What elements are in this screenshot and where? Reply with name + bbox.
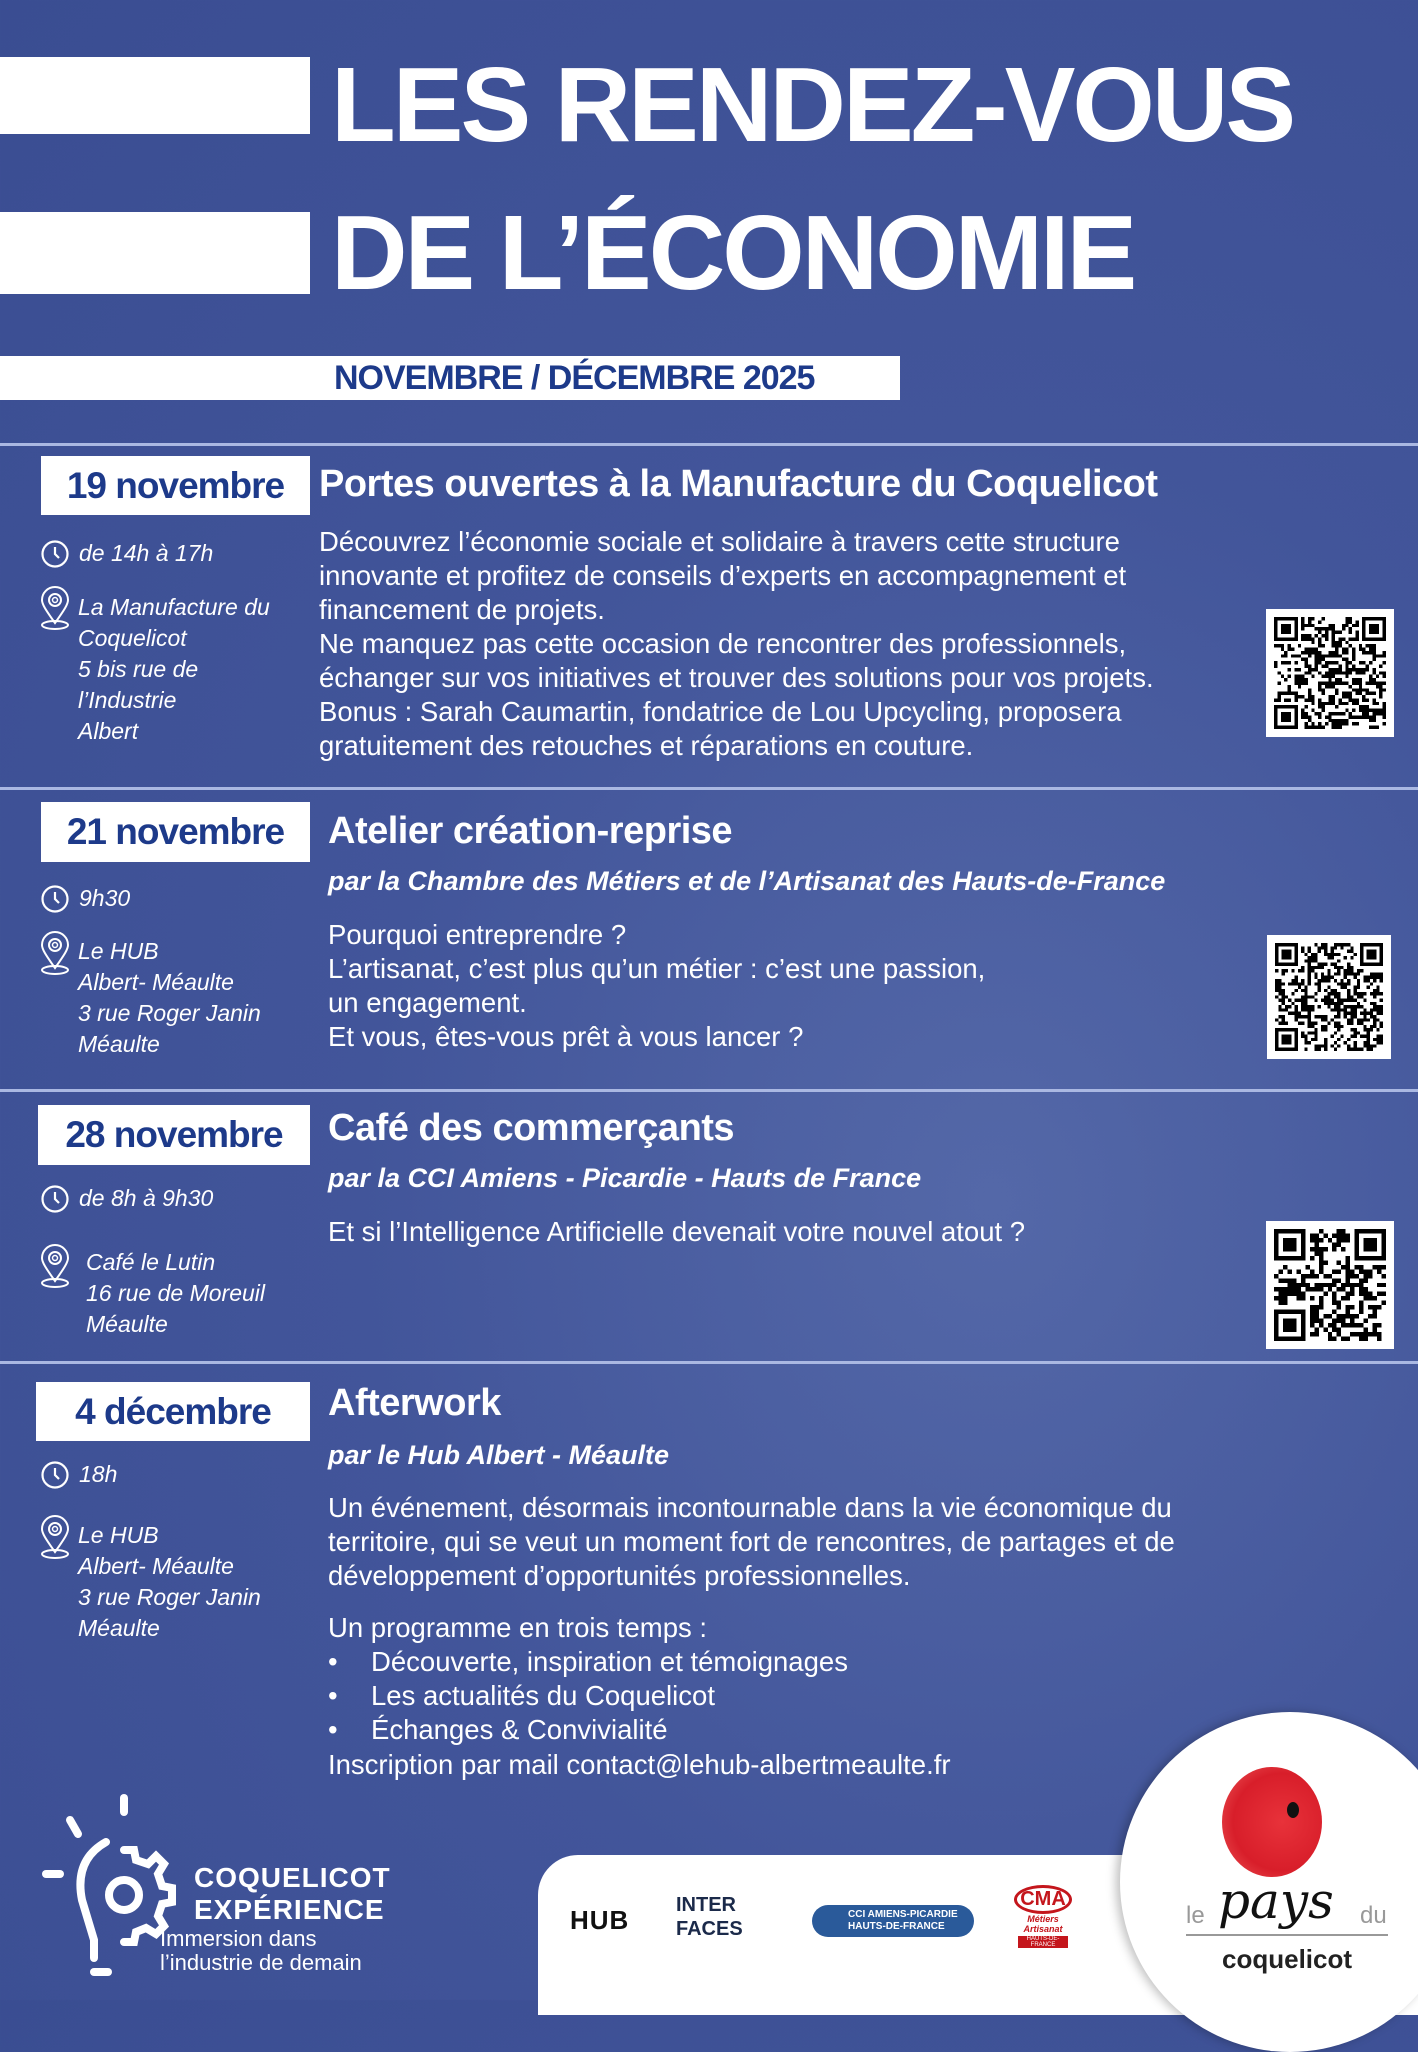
title-bar-1 [0, 57, 310, 134]
event-date: 4 décembre [36, 1382, 310, 1441]
address-line: Le HUB [78, 1522, 159, 1548]
cma-logo [1008, 1885, 1078, 1950]
brand-line2: EXPÉRIENCE [194, 1894, 385, 1925]
inscription-text: Inscription par mail contact@lehub-albertmeaulte.fr [328, 1749, 951, 1780]
event-date: 21 novembre [41, 802, 310, 862]
cma-sub: Métiers Artisanat [1023, 1914, 1063, 1934]
divider [0, 787, 1418, 790]
divider [0, 1089, 1418, 1092]
event-date: 28 novembre [38, 1105, 310, 1165]
event-time: 9h30 [79, 885, 131, 911]
event-title: Afterwork [328, 1382, 501, 1424]
event-address [78, 592, 270, 747]
address-line: Méaulte [86, 1311, 168, 1337]
event-address [78, 1520, 261, 1644]
text-line: territoire, qui se veut un moment fort de rencontres, de partages et de [328, 1526, 1175, 1557]
text-line: développement d’opportunités professionnelles. [328, 1560, 911, 1591]
logo-rule [1186, 1934, 1388, 1936]
qr-code[interactable] [1266, 1221, 1394, 1349]
cci-line1: CCI AMIENS-PICARDIE [848, 1909, 958, 1920]
event-time: 18h [79, 1461, 118, 1487]
text-line: Et vous, êtes-vous prêt à vous lancer ? [328, 1021, 804, 1052]
qr-code[interactable] [1267, 935, 1391, 1059]
brand-tagline: Immersion dans [160, 1926, 317, 1951]
address-line: l’Industrie [78, 687, 177, 713]
location-pin-icon [39, 585, 71, 636]
cma-region: HAUTS-DE-FRANCE [1018, 1936, 1068, 1948]
clock-icon [40, 1184, 70, 1219]
program-item: • Découverte, inspiration et témoignages [328, 1645, 848, 1679]
cci-logo [812, 1905, 974, 1937]
address-line: Coquelicot [78, 625, 187, 651]
text-line: innovante et profitez de conseils d’experts en accompagnement et [319, 560, 1127, 591]
divider [0, 1361, 1418, 1364]
location-pin-icon [39, 1243, 71, 1294]
event-time: de 14h à 17h [79, 540, 214, 566]
program-item: • Échanges & Convivialité [328, 1713, 848, 1747]
text-line: Un événement, désormais incontournable dans la vie économique du [328, 1492, 1172, 1523]
poppy-center-icon [1287, 1802, 1299, 1818]
text-line: échanger sur vos initiatives et trouver des solutions pour vos projets. [319, 662, 1154, 693]
hub-logo: HUB [570, 1905, 630, 1935]
logo-du: du [1360, 1902, 1387, 1929]
event-description [328, 1491, 1175, 1593]
logo-coquelicot: coquelicot [1222, 1944, 1353, 1974]
event-title: Café des commerçants [328, 1107, 735, 1149]
clock-icon [40, 539, 70, 574]
event-organizer: par le Hub Albert - Méaulte [328, 1440, 670, 1470]
program-intro: Un programme en trois temps : [328, 1612, 708, 1643]
clock-icon [40, 1460, 70, 1495]
logo-le: le [1186, 1902, 1205, 1929]
text-line: un engagement. [328, 987, 527, 1018]
event-time: de 8h à 9h30 [79, 1185, 214, 1211]
event-title: Atelier création-reprise [328, 810, 733, 852]
interfaces-line1: INTER [676, 1894, 736, 1916]
text-line: Découvrez l’économie sociale et solidaire à travers cette structure [319, 526, 1120, 557]
clock-icon [40, 884, 70, 919]
address-line: 3 rue Roger Janin [78, 1584, 261, 1610]
location-pin-icon [39, 930, 71, 981]
page-title-line2: DE L’ÉCONOMIE [331, 194, 1135, 312]
cci-line2: HAUTS-DE-FRANCE [848, 1921, 945, 1932]
address-line: Le HUB [78, 938, 159, 964]
text-line: gratuitement des retouches et réparations en couture. [319, 730, 974, 761]
text-line: Ne manquez pas cette occasion de rencontrer des professionnels, [319, 628, 1127, 659]
address-line: Albert- Méaulte [78, 1553, 234, 1579]
event-address [78, 936, 261, 1060]
program-item: • Les actualités du Coquelicot [328, 1679, 848, 1713]
qr-code[interactable] [1266, 609, 1394, 737]
logo-pays: pays [1218, 1872, 1334, 1930]
interfaces-line2: FACES [676, 1918, 743, 1940]
event-address [86, 1247, 265, 1340]
address-line: La Manufacture du [78, 594, 270, 620]
address-line: 16 rue de Moreuil [86, 1280, 265, 1306]
address-line: Albert- Méaulte [78, 969, 234, 995]
interfaces-logo [676, 1893, 743, 1941]
event-description [328, 1215, 1025, 1249]
program-list [328, 1645, 848, 1747]
poppy-icon [1222, 1767, 1322, 1877]
text-line: financement de projets. [319, 594, 605, 625]
text-line: Et si l’Intelligence Artificielle devenait votre nouvel atout ? [328, 1216, 1026, 1247]
text-line: L’artisanat, c’est plus qu’un métier : c’est une passion, [328, 953, 986, 984]
text-line: Bonus : Sarah Caumartin, fondatrice de Lou Upcycling, proposera [319, 696, 1122, 727]
address-line: 3 rue Roger Janin [78, 1000, 261, 1026]
cma-mark: CMA [1014, 1885, 1072, 1914]
address-line: Méaulte [78, 1615, 160, 1641]
page-title-line1: LES RENDEZ-VOUS [331, 46, 1294, 164]
event-date: 19 novembre [41, 456, 310, 515]
text-line: Pourquoi entreprendre ? [328, 919, 627, 950]
event-title: Portes ouvertes à la Manufacture du Coquelicot [319, 463, 1158, 505]
address-line: Méaulte [78, 1031, 160, 1057]
brand-line1: COQUELICOT [194, 1862, 391, 1893]
event-description [319, 525, 1154, 763]
brand-tagline: l’industrie de demain [160, 1950, 362, 1975]
address-line: Café le Lutin [86, 1249, 216, 1275]
event-organizer: par la Chambre des Métiers et de l’Artisanat des Hauts-de-France [328, 866, 1166, 896]
title-bar-2 [0, 212, 310, 294]
coquelicot-experience-logo [38, 1790, 398, 1980]
period-banner: NOVEMBRE / DÉCEMBRE 2025 [0, 356, 900, 400]
divider [0, 443, 1418, 446]
address-line: Albert [78, 718, 139, 744]
location-pin-icon [39, 1514, 71, 1565]
address-line: 5 bis rue de [78, 656, 199, 682]
event-organizer: par la CCI Amiens - Picardie - Hauts de France [328, 1163, 922, 1193]
event-description [328, 918, 985, 1054]
